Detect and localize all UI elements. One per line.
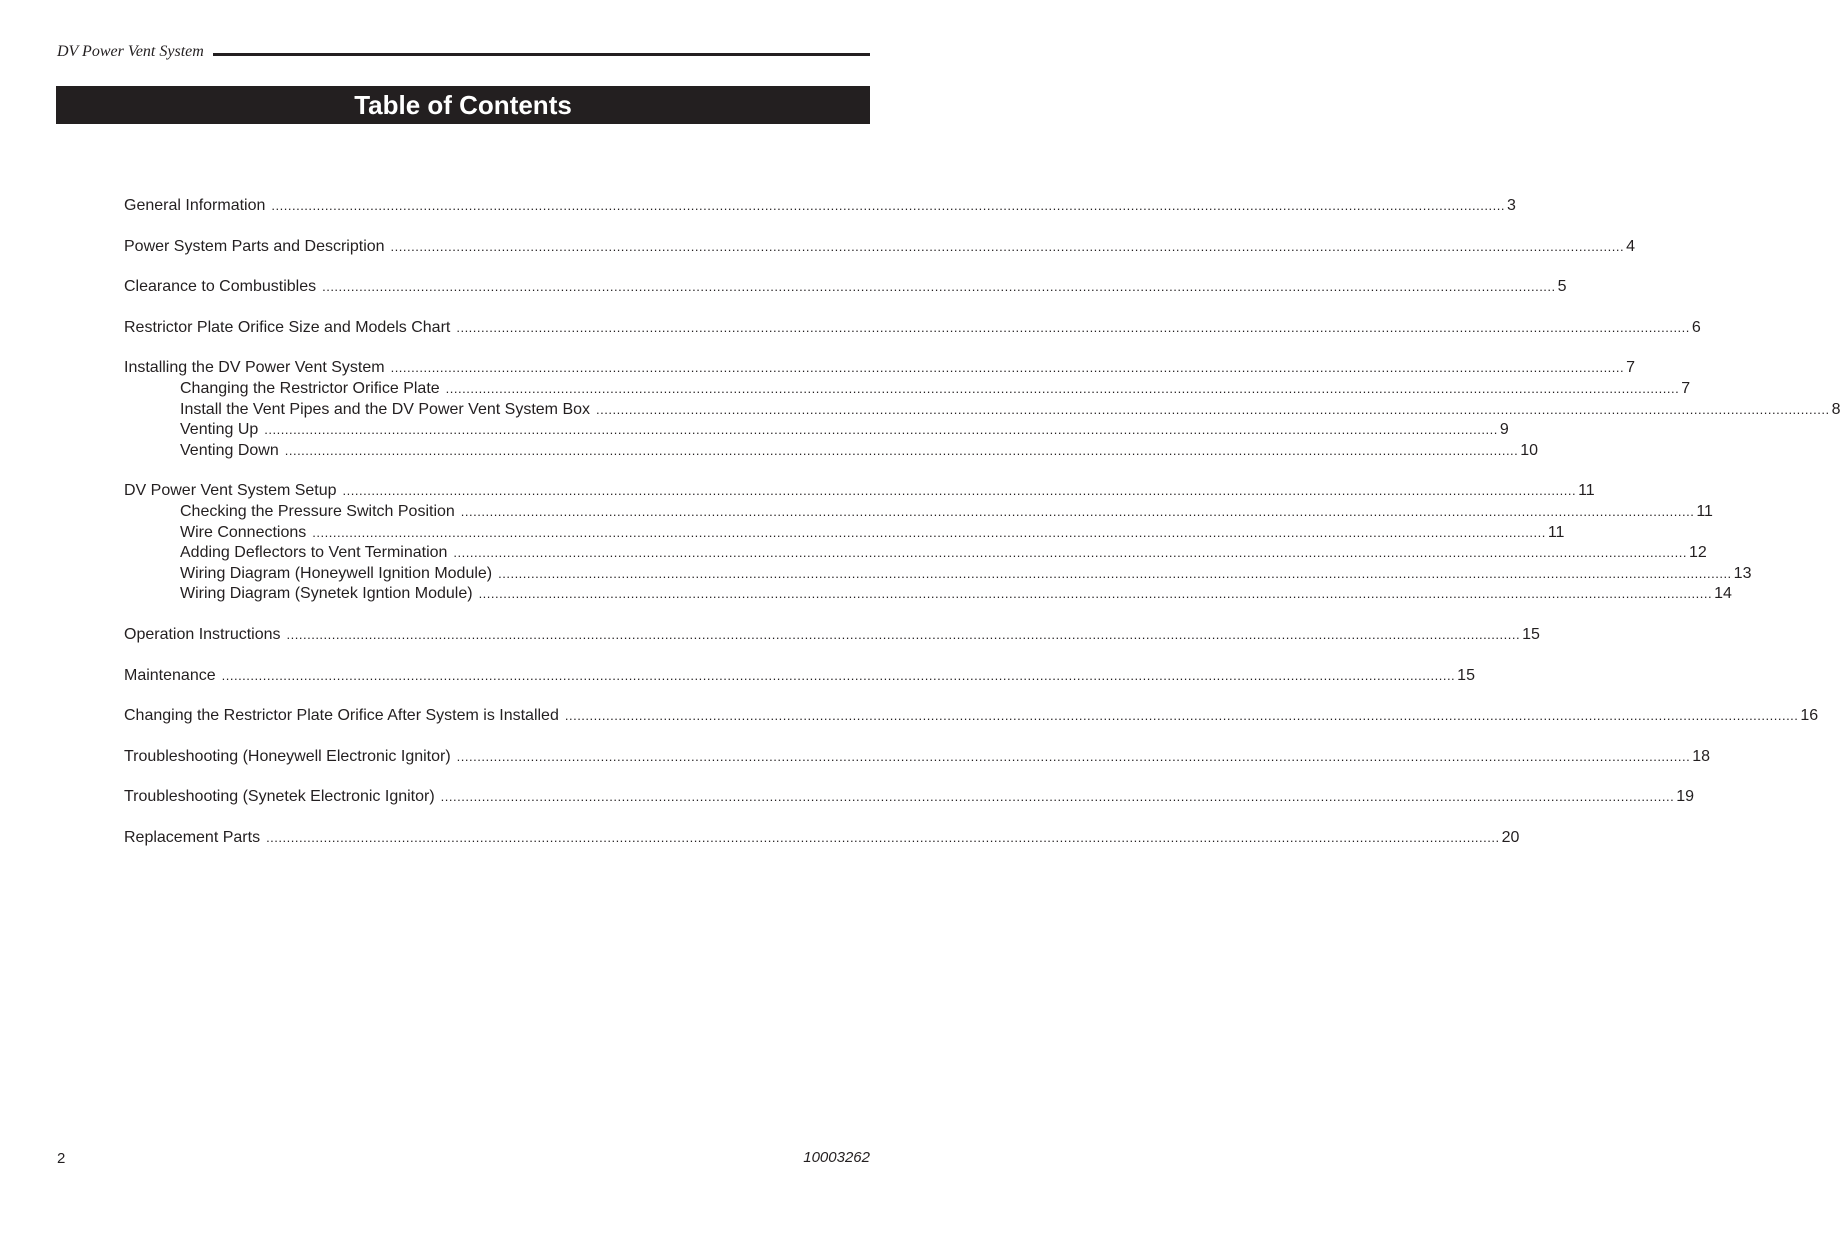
toc-page-number: 15 bbox=[1522, 625, 1540, 643]
toc-entry-label: DV Power Vent System Setup bbox=[124, 482, 337, 500]
toc-entry-label: Restrictor Plate Orifice Size and Models Chart bbox=[124, 318, 451, 336]
dot-leader: ............................................................................................................................................................................................................................................................................................................ bbox=[322, 279, 1556, 295]
toc-subentry[interactable] bbox=[124, 502, 1713, 523]
toc-page-number: 19 bbox=[1676, 788, 1695, 806]
toc-entry[interactable] bbox=[124, 277, 1567, 298]
toc-section bbox=[124, 787, 1695, 808]
dot-leader: ............................................................................................................................................................................................................................................................................................................ bbox=[221, 667, 1456, 683]
dot-leader: ............................................................................................................................................................................................................................................................................................................ bbox=[456, 748, 1691, 764]
dot-leader: ............................................................................................................................................................................................................................................................................................................ bbox=[266, 829, 1500, 845]
toc-subentry[interactable] bbox=[124, 420, 1509, 441]
toc-page-number: 13 bbox=[1733, 564, 1752, 582]
toc-page-number: 5 bbox=[1557, 278, 1567, 296]
toc-entry-label: Troubleshooting (Synetek Electronic Ignitor) bbox=[124, 788, 435, 806]
title-banner bbox=[56, 86, 870, 124]
toc-entry[interactable] bbox=[124, 706, 1819, 727]
toc-entry-label: Changing the Restrictor Plate Orifice After System is Installed bbox=[124, 707, 559, 725]
toc-section bbox=[124, 196, 1516, 217]
dot-leader: ............................................................................................................................................................................................................................................................................................................ bbox=[478, 586, 1713, 602]
toc-entry-label: Wiring Diagram (Honeywell Ignition Module) bbox=[180, 564, 493, 582]
toc-section bbox=[124, 277, 1567, 298]
dot-leader: ............................................................................................................................................................................................................................................................................................................ bbox=[564, 708, 1799, 724]
dot-leader: ............................................................................................................................................................................................................................................................................................................ bbox=[390, 238, 1625, 254]
toc-entry-label: General Information bbox=[124, 197, 266, 214]
toc-subentry[interactable] bbox=[124, 564, 1752, 585]
toc-section bbox=[124, 318, 1701, 339]
toc-page-number: 4 bbox=[1626, 237, 1635, 255]
dot-leader: ............................................................................................................................................................................................................................................................................................................ bbox=[264, 422, 1498, 438]
toc-page-number: 9 bbox=[1499, 421, 1509, 439]
toc-entry[interactable] bbox=[124, 358, 1636, 379]
toc-entry[interactable] bbox=[124, 625, 1540, 646]
toc-page-number: 16 bbox=[1800, 707, 1819, 725]
toc-page-number: 8 bbox=[1831, 400, 1840, 418]
toc-entry-label: Maintenance bbox=[124, 666, 216, 684]
toc-entry[interactable] bbox=[124, 318, 1701, 339]
toc-entry-label: Operation Instructions bbox=[124, 625, 281, 643]
toc-subentry[interactable] bbox=[124, 543, 1707, 564]
toc-entry-label: Install the Vent Pipes and the DV Power Vent System Box bbox=[180, 400, 591, 418]
document-number: 10003262 bbox=[803, 1149, 870, 1166]
dot-leader: ............................................................................................................................................................................................................................................................................................................ bbox=[456, 319, 1690, 335]
toc-section bbox=[124, 625, 1540, 646]
toc-section bbox=[124, 237, 1635, 258]
toc-page-number: 7 bbox=[1681, 379, 1691, 397]
toc-page-number: 11 bbox=[1696, 502, 1713, 520]
toc-entry-label: Wire Connections bbox=[180, 523, 307, 541]
toc-section bbox=[124, 706, 1819, 727]
toc-page-number: 20 bbox=[1501, 828, 1520, 846]
dot-leader: ............................................................................................................................................................................................................................................................................................................ bbox=[271, 198, 1505, 213]
running-title: DV Power Vent System bbox=[57, 43, 204, 60]
toc-subentry[interactable] bbox=[124, 523, 1565, 544]
toc-subentry[interactable] bbox=[124, 400, 1840, 421]
toc-page-number: 11 bbox=[1547, 523, 1565, 541]
toc-entry-label: Checking the Pressure Switch Position bbox=[180, 502, 455, 520]
toc-page-number: 10 bbox=[1520, 441, 1539, 459]
dot-leader: ............................................................................................................................................................................................................................................................................................................ bbox=[460, 503, 1695, 519]
toc-entry-label: Adding Deflectors to Vent Termination bbox=[180, 544, 448, 562]
toc-entry-label: Troubleshooting (Honeywell Electronic Ignitor) bbox=[124, 747, 451, 765]
toc-section bbox=[124, 747, 1711, 768]
dot-leader: ............................................................................................................................................................................................................................................................................................................ bbox=[498, 565, 1732, 581]
toc-entry-label: Wiring Diagram (Synetek Igntion Module) bbox=[180, 585, 473, 603]
toc-section bbox=[124, 358, 1840, 461]
toc-entry[interactable] bbox=[124, 196, 1516, 217]
dot-leader: ............................................................................................................................................................................................................................................................................................................ bbox=[445, 380, 1680, 396]
table-of-contents bbox=[124, 196, 1840, 868]
toc-page-number: 12 bbox=[1688, 544, 1707, 562]
toc-entry-label: Installing the DV Power Vent System bbox=[124, 359, 385, 377]
toc-subentry[interactable] bbox=[124, 379, 1691, 400]
dot-leader: ............................................................................................................................................................................................................................................................................................................ bbox=[390, 360, 1625, 376]
toc-section bbox=[124, 828, 1520, 849]
toc-page-number: 7 bbox=[1626, 359, 1636, 377]
page-title: Table of Contents bbox=[354, 90, 572, 120]
toc-entry-label: Replacement Parts bbox=[124, 828, 261, 846]
dot-leader: ............................................................................................................................................................................................................................................................................................................ bbox=[596, 401, 1830, 417]
toc-entry[interactable] bbox=[124, 481, 1595, 502]
toc-subentry[interactable] bbox=[124, 441, 1539, 462]
toc-page-number: 15 bbox=[1457, 666, 1475, 684]
header-rule bbox=[213, 53, 870, 56]
toc-entry-label: Changing the Restrictor Orifice Plate bbox=[180, 379, 440, 397]
dot-leader: ............................................................................................................................................................................................................................................................................................................ bbox=[312, 524, 1546, 540]
running-header bbox=[57, 38, 870, 62]
toc-page-number: 18 bbox=[1692, 747, 1711, 765]
toc-page-number: 11 bbox=[1578, 482, 1595, 500]
toc-entry[interactable] bbox=[124, 666, 1475, 687]
dot-leader: ............................................................................................................................................................................................................................................................................................................ bbox=[284, 442, 1519, 458]
toc-entry-label: Clearance to Combustibles bbox=[124, 278, 317, 296]
dot-leader: ............................................................................................................................................................................................................................................................................................................ bbox=[453, 545, 1687, 561]
toc-entry-label: Venting Down bbox=[180, 441, 279, 459]
toc-subentry[interactable] bbox=[124, 584, 1732, 605]
dot-leader: ............................................................................................................................................................................................................................................................................................................ bbox=[440, 789, 1675, 805]
toc-entry-label: Power System Parts and Description bbox=[124, 237, 385, 255]
toc-page-number: 14 bbox=[1714, 585, 1732, 603]
dot-leader: ............................................................................................................................................................................................................................................................................................................ bbox=[286, 626, 1521, 642]
toc-page-number: 3 bbox=[1506, 197, 1516, 214]
toc-entry-label: Venting Up bbox=[180, 421, 259, 439]
dot-leader: ............................................................................................................................................................................................................................................................................................................ bbox=[342, 483, 1577, 499]
toc-entry[interactable] bbox=[124, 237, 1635, 258]
toc-section bbox=[124, 481, 1752, 605]
toc-section bbox=[124, 666, 1475, 687]
page-number: 2 bbox=[57, 1150, 66, 1167]
toc-page-number: 6 bbox=[1691, 318, 1701, 336]
toc-entry[interactable] bbox=[124, 747, 1711, 768]
toc-entry[interactable] bbox=[124, 787, 1695, 808]
toc-entry[interactable] bbox=[124, 828, 1520, 849]
